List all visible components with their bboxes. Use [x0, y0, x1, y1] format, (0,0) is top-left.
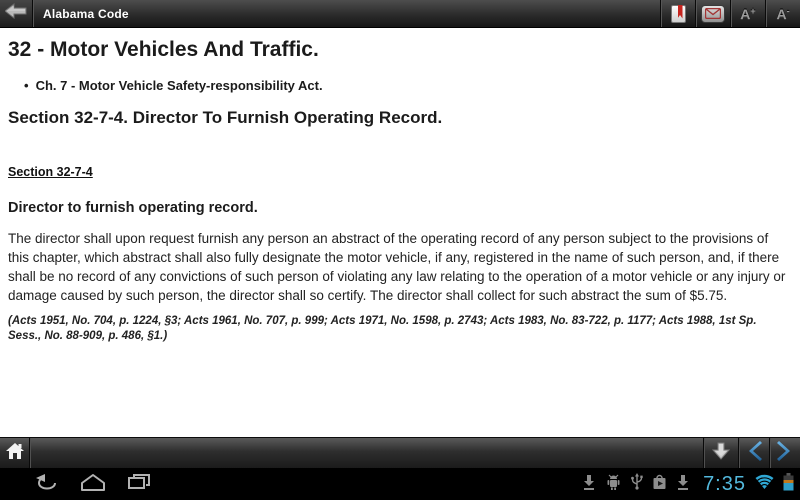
- section-link[interactable]: Section 32-7-4: [8, 165, 93, 179]
- bullet-icon: •: [24, 78, 29, 93]
- chapter-label: Ch. 7 - Motor Vehicle Safety-responsibility Act.: [35, 78, 323, 93]
- home-button[interactable]: [0, 438, 29, 468]
- nav-home-button[interactable]: [70, 468, 116, 500]
- email-button[interactable]: [696, 0, 730, 27]
- back-button[interactable]: [0, 0, 32, 27]
- topbar-spacer: [129, 0, 660, 27]
- nav-back-icon: [35, 473, 59, 496]
- document-content: [0, 28, 800, 437]
- wifi-icon: [755, 474, 774, 495]
- previous-button[interactable]: [739, 438, 769, 468]
- section-subtitle: Director to furnish operating record.: [8, 200, 258, 216]
- nav-recents-icon: [127, 473, 151, 496]
- section-heading: Section 32-7-4. Director To Furnish Operating Record.: [8, 108, 443, 127]
- toolbar-spacer: [30, 438, 703, 468]
- system-bar: [0, 468, 800, 500]
- nav-recents-button[interactable]: [116, 468, 162, 500]
- bottom-toolbar: [0, 437, 800, 468]
- status-area[interactable]: [582, 468, 794, 500]
- bookmark-button[interactable]: [661, 0, 695, 27]
- chevron-left-icon: [745, 440, 763, 467]
- usb-debugging-icon: [605, 473, 622, 495]
- usb-icon: [631, 473, 643, 495]
- clock: 7:35: [703, 472, 746, 495]
- acts-citation: (Acts 1951, No. 704, p. 1224, §3; Acts 1961, No. 707, p. 999; Acts 1971, No. 1598, p. 2743; Acts 1983, No. 83-722, p. 1177; Acts 1988, 1st Sp. Sess., No. 88-909, p. 486, §1.): [8, 315, 757, 342]
- font-decrease-label: A: [776, 6, 787, 22]
- download-status-icon: [582, 474, 596, 495]
- back-arrow-icon: [5, 3, 27, 24]
- chevron-right-icon: [776, 440, 794, 467]
- app-topbar: [0, 0, 800, 28]
- chapter-list-item[interactable]: [24, 78, 792, 93]
- font-increase-button[interactable]: A +: [731, 0, 765, 27]
- download-button[interactable]: [704, 438, 738, 468]
- bookmark-book-icon: [671, 5, 686, 23]
- download-arrow-icon: [711, 441, 731, 466]
- battery-icon: [783, 473, 794, 496]
- font-increase-label: A: [740, 6, 751, 22]
- app-title: Alabama Code: [43, 6, 129, 21]
- market-download-icon: [652, 474, 667, 495]
- download-status-icon: [676, 474, 690, 495]
- next-button[interactable]: [770, 438, 800, 468]
- section-body-text: The director shall upon request furnish any person an abstract of the operating record of any person subject to the provisions of this chapter, which abstract shall also fully designate the motor vehicle, if any, registered in the name of such person, and, if there shall be no record of any convictions of such person of violating any law relating to the operation of a motor vehicle or any injury or damage caused by such person, the director shall so certify. The director shall collect for such abstract the sum of $5.75.: [8, 231, 786, 303]
- home-icon: [6, 443, 24, 464]
- page-title: 32 - Motor Vehicles And Traffic.: [8, 38, 319, 61]
- nav-back-button[interactable]: [24, 468, 70, 500]
- font-decrease-button[interactable]: A -: [766, 0, 800, 27]
- nav-home-icon: [80, 473, 106, 496]
- email-envelope-icon: [701, 5, 725, 23]
